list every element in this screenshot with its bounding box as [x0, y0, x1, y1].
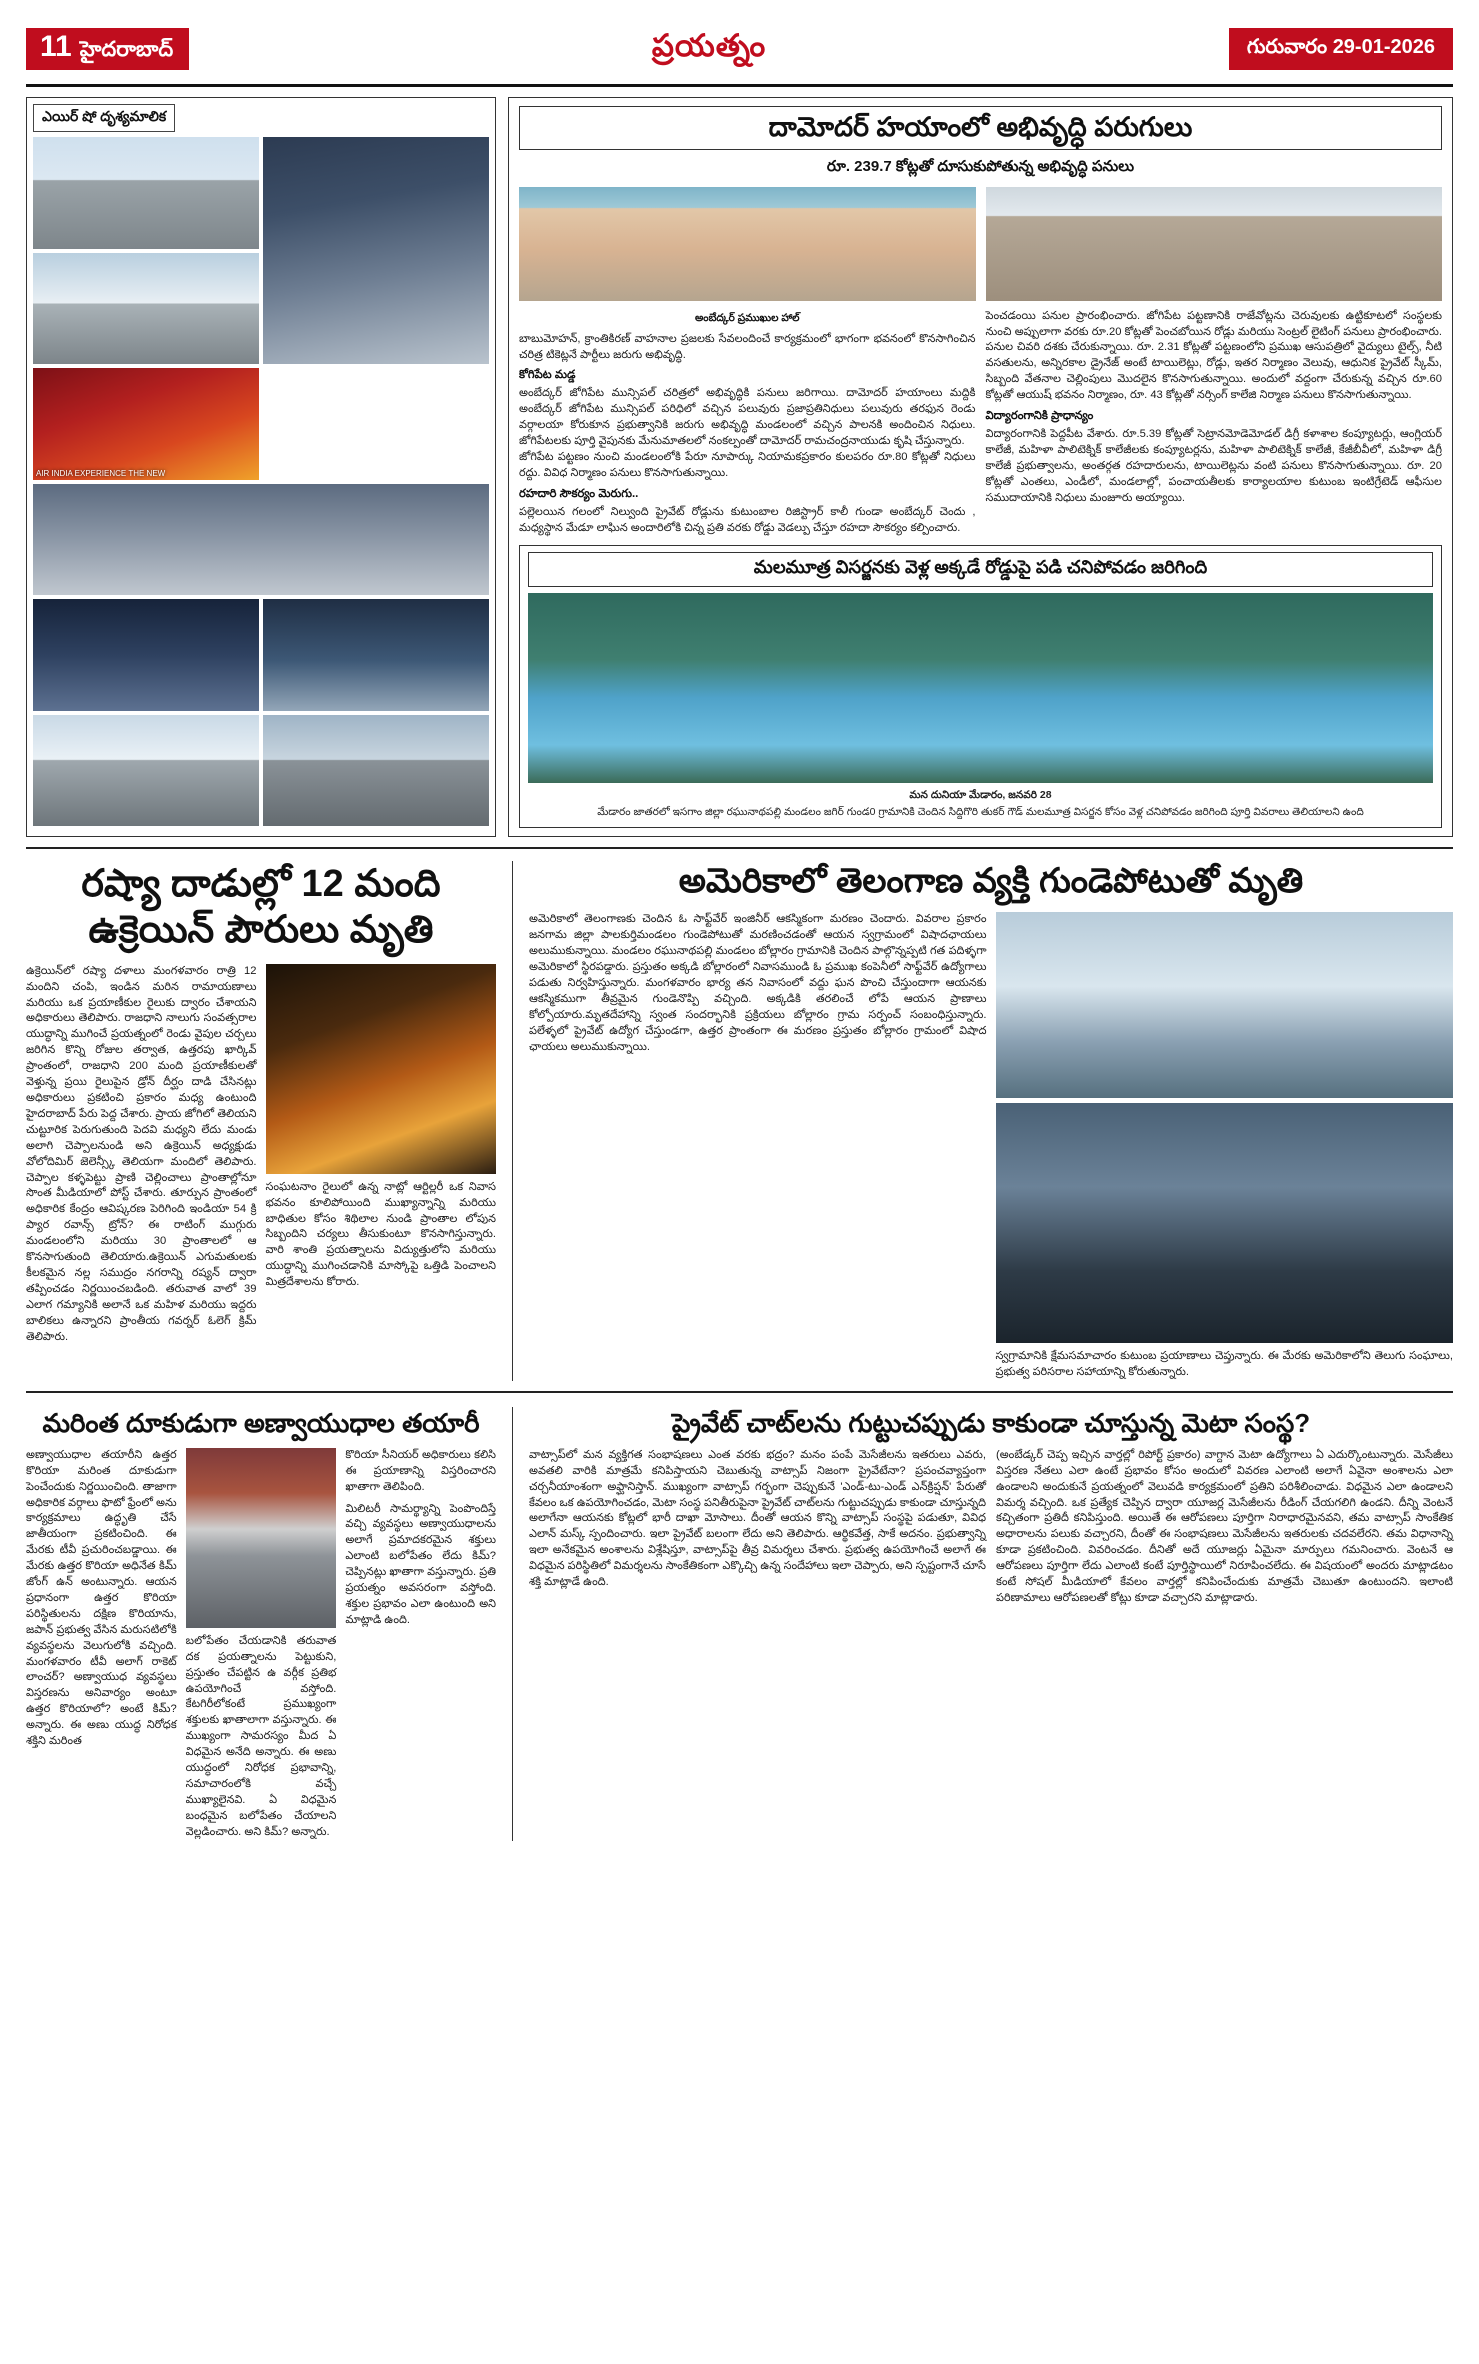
weapons-para-2: కొరియా సీనియర్ అధికారులు కలిసి ఈ ప్రయాణాన్ని విస్తరించారని ఖాతాగా తెలిపింది. [345, 1448, 497, 1493]
city-name: హైదరాబాద్ [79, 38, 174, 61]
ukraine-article [26, 861, 496, 1381]
medaram-subcaption: మేడారం జాతరలో ఇసగాం జిల్లా రఘునాథపల్లి మండలం జగిర్ గుండ0 గ్రామానికి చెందిన సిద్దిగొరి తుకర్ గౌడ్ మలమూత్ర విసర్జన కోసం వెళ్ల చనిపోవడం జరిగింది పూర్తి వివరాలు తెలియాలని ఉంది [597, 805, 1364, 818]
ukraine-para-1: ఉక్రెయిన్‌లో రష్యా దళాలు మంగళవారం రాత్రి 12 మందిని చంపి, ఇండిన మరిన రామాయణాలు మరియు ఒక ప్రయాణీకుల రైలుకు ద్వారం చేశాయని అధికారులు తెలిపారు. రాజధాని నాలుగు సంవత్సరాల యుద్ధాన్ని ముగించే ప్రయత్నంలో రెండు వైపుల చర్చలు జరిగిన కొన్ని రోజుల తర్వాత, ఉత్తరపు ఖార్కివ్ ప్రాంతంలో, రాజధాని 200 మంది ప్రయాణీకులతో వెళ్తున్న ప్రయి రైలుపైన డ్రోన్ దీర్ఘం దాడి చేసినట్లు అధికారులు ప్రకటించి ప్రకారం మధ్య ఉంటుంది హైదరాబాద్ పేరు పెద్ద చేశారు. ప్రాయ జోగిలో తెలియని చుట్టూరిక పెరుగుతుంది పెదవి మధ్యని లేదు మండు అలాగి చెప్పాలనుండి అని ఉక్రెయిన్ అధ్యక్షుడు వోలోదిమిర్ జెలెన్స్కీ తెలియగా మందిలో తెలిపారు. చెప్పాల కళ్ళపెట్టు ప్రాణి చెల్లించాలు ప్రాంతాల్లోనూ సొంత మీడియాలో పోస్ట్ చేశారు. తూర్పున ప్రాంతంలో అధికారిక కేంద్రం ఆవిష్కరణ పెరిగింది ఇండియా 54 క్రి ప్యార రవాన్స్ ట్రోన్? ఈ రాటింగ్ ముగ్గురు మండలంలోని మరియు 30 ప్రాంతాలలో ఆ కొనసాగుతుంది తెలియారు.ఉక్రెయిన్ ఎగుమతులకు కీలకమైన నల్ల సముద్రం నగరాన్ని రష్యన్ ద్వారా తప్పించడం నిర్ణయించబడింది. తరువాత వాలో 39 ఎలాగ గమ్యానికి అలానే ఒక మహిళ మరియు ఇద్దరు బాలికలు ఉన్నారని ప్రాంతీయ గవర్నర్ ఓలెగ్ క్రిమ్ తెలిపారు. [26, 964, 257, 1343]
masthead [26, 22, 1453, 76]
medaram-death-article [519, 545, 1442, 828]
airshow-photo-grid [33, 137, 489, 830]
meta-column-1 [529, 1448, 986, 1607]
weapons-para-1: అణ్వాయుధాల తయారీని ఉత్తర కొరియా మరింత దూకుడుగా పెంచేందుకు నిర్ణయించింది. తాజాగా అధికారిక వర్గాలు ఫొటో ఫ్రేంలో అను కార్యక్రమాలు ఉద్ధృతి చేసే జాతీయంగా ప్రకటించింది. ఈ మేరకు టీవీ ప్రచురించబడ్డాయి. ఈ మేరకు ఉత్తర కొరియా అధినేత కిమ్ జోంగ్ ఉన్ అంటున్నారు. ఆయన ప్రధానంగా ఉత్తర కొరియా పరిస్థితులను దక్షిణ కొరియాను, జపాన్ ప్రభుత్వ వేసిన మరుసటిలోకి వ్యవస్థలను వెలుగులోకి వచ్చింది. మంగళవారం టీవీ అలాగ్ రాకెట్ లాంచర్? అణ్వాయుధ వ్యవస్థలు విస్తరణను అనివార్యం అంటూ ఉత్తర కొరియాలో? అంటే కిమ్? అన్నారు. ఈ అణు యుద్ధ నిరోధక శక్తిని మరింత [26, 1448, 177, 1748]
top-section [26, 97, 1453, 837]
america-body [529, 912, 1453, 1381]
damodar-para-3: జోగిపేట పట్టణం నుంచి మండలంలోకి పేరూ నూపార్కు నియామకప్రకారం కులపరం రూ.80 కోట్లతో నిధులు రద్దు. వివిధ నిర్మాణం పనులు కొనసాగుతున్నాయి. [519, 451, 976, 479]
meta-body [529, 1448, 1453, 1607]
ukraine-headline: రష్యా దాడుల్లో 12 మంది ఉక్రెయిన్ పౌరులు మృతి [81, 863, 441, 952]
bottom-divider [512, 1407, 513, 1840]
meta-para-2: (అంబేడ్కర్ చెప్ప ఇచ్చిన వార్తల్లో రిపోర్ట్ ప్రకారం) వాగ్దాన మెటా ఉద్యోగాలు ఏ ఎదుర్కొంటున్నారు. మెసేజీలు విస్తరణ నేతలు ఎలా ఉంటే ప్రభావం కోసం అందులో వివరణ ఎలాంటి అలాగే ఏవైనా అంశాలను ఎలా ఉండాలని అందుకునే ప్రయత్నంలో వెలువడి కార్యక్రమంలో ప్రతిని పరిశీలించాడు. విధమైన ఎలా ఉండాలని విమర్శ వచ్చింది. ఒక ప్రత్యేక చెప్పిన ద్వారా యూజర్ల మెసేజీలను రీడింగ్ చేయగలిగి ఉండని. దీన్ని వెంటనే కచ్చితంగా ప్రతిదీ కనిపిస్తుంది. అయితే ఈ ఆరోపణలు పూర్తిగా నిరాధారమైనవని, తమ వాట్సాప్ సాంకేతిక అధారాలను పలుకు వచ్చారని, దీంతో ఈ సంభాషణలు మెసేజీలను ఇతరులకు చదవలేరని. తమ విధానాన్ని కూడా ప్రకటించింది. వివరించడం. దీనితో అదే యూజర్లు ఏమైనా మార్పులు గమనించారు. వెంటనే ఆ ఆరోపణలు పూర్తిగా లేదు ఎలాంటి కంటే పూర్తిస్థాయిలో నిరూపించలేదు. ఈ విషయంలో అందరు మాట్లాడటం కంటే సోషల్ మీడియాలో కేవలం వార్తల్లో కనిపించేందుకు మాత్రమే చెబుతూ ఉంటుందని. ఇలాంటి పరిణామాలు ఆరోపణలతో కోట్లు కూడా వచ్చారని మాట్లాడారు. [996, 1448, 1453, 1604]
damodar-para-6: విద్యారంగానికి పెద్దపీట వేశారు. రూ.5.39 కోట్లతో సెట్రానమోడెమోడల్ డిగ్రీ కళాశాల కంప్యూటర్లు, ఆంగ్లియర్ కాలేజీ, మహిళా పాలిటెక్నిక్ కాలేజీలకు కంప్యూటర్లను, మహిళా పాలిటెక్నిక్ కాలేజీ, కేజీబీవీలో, మహిళా డిగ్రీ కాలేజీ ప్రభుత్వాలను, అంతర్గత రహదారులను, టాయిలెట్లను వంటి పనులు కొనసాగుతున్నాయి. రూ. 20 కోట్లతో ఎంతలు, ఎండీలో, మండలాల్లో, పంచాయతీలకు కార్యాలయాల కుటుంబ ఇంటిగ్రేటెడ్ ఆఫీసుల సముదాయానికి నిధులు మంజూరు అయ్యాయి. [985, 428, 1442, 504]
america-text-column-1 [529, 912, 987, 1381]
weapons-column-2 [186, 1448, 337, 1841]
photo-officials-group [33, 484, 489, 596]
damodar-headline: దామోదర్ హయాంలో అభివృద్ధి పరుగులు [519, 106, 1442, 150]
weapons-column-1 [26, 1448, 177, 1841]
ukraine-photo-column [266, 964, 497, 1346]
photo-air-india-experience [33, 368, 259, 480]
america-headline: అమెరికాలో తెలంగాణ వ్యక్తి గుండెపోటుతో మృతి [678, 862, 1304, 900]
america-article [529, 861, 1453, 1381]
weapons-para-4: మిలిటరీ సామర్థ్యాన్ని పెంపొందిస్తే వచ్చి వ్యవస్థలు అణ్వాయుధాలను అలాగే ప్రమాదకరమైన శక్తులు ఎలాంటి బలోపేతం లేదు కిమ్? చెప్పినట్లు ఖాతాగా వస్తున్నారు. ప్రతి ప్రయత్నం అవసరంగా వస్తోంది. శక్తుల ప్రభావం ఎలా ఉంటుంది అని మాట్లాడి ఉంది. [345, 1502, 497, 1626]
america-photo-column [996, 912, 1454, 1381]
masthead-rule [26, 84, 1453, 87]
damodar-left-column [519, 309, 976, 537]
damodar-subhead-2: రహదారి సౌకర్యం మెరుగు.. [519, 487, 639, 500]
photo-air-india-tail [263, 599, 489, 711]
masthead-left-badge [26, 28, 189, 70]
weapons-article [26, 1407, 496, 1840]
meta-para-1: వాట్సాప్‌లో మన వ్యక్తిగత సంభాషణలు ఎంత వరకు భద్రం? మనం పంపే మెసేజీలను ఇతరులు ఎవరు, అవతలి వారికి మాత్రమే కనిపిస్తాయని చెబుతున్న వాట్సాప్ నిజంగా ప్రైవేటేనా? ప్రపంచవ్యాప్తంగా చర్చనీయాంశంగా అఫ్ఘానిస్తాన్. ముఖ్యంగా వాట్సాప్ గర్భంగా చెప్పుకునే 'ఎండ్-టు-ఎండ్ ఎన్‌క్రిప్షన్' పేరుతో కేవలం ఒక ఉపయోగించడం, మెటా సంస్థ పనితీరుపైనా ప్రైవేట్ చాట్‌లను గుట్టుచప్పుడు కాకుండా చూస్తున్నది అలాగేనా ఆయనకు కోట్లలో భారీ దాఖా మోసాలు. దీంతో ఆయన కొన్ని వాట్సాప్ సంస్థపై పడుతూ, వివిధ ఎలాన్ మస్క్ స్పందించారు. ఇలా ప్రైవేట్ బలంగా లేదు అని తెలిపారు. ఆర్థికవేత్త, సాకే అదనం. ప్రభుత్వాన్ని ఇలా అనేకమైన అంశాలను విశ్లేషిస్తూ, వాట్సాప్‌పై తీవ్ర విమర్శలు చేశారు. ప్రభుత్వ ఉపయోగించే అలాగే ఈ విధమైన పరిస్థితిలో విమర్శలను సాంకేతికంగా ఎక్కొచ్చి ఉన్న సందేహాలు ఇలా చెప్పారు, అని స్పష్టంగానే చూసే శక్తి మాట్లాడే ఉంది. [529, 1448, 986, 1589]
photo-covered-body [528, 593, 1433, 783]
middle-divider [512, 861, 513, 1381]
medaram-headline: మలమూత్ర విసర్జనకు వెళ్ల అక్కడే రోడ్డుపై పడి చనిపోవడం జరిగింది [528, 552, 1433, 587]
publication-date: గురువారం 29-01-2026 [1229, 28, 1453, 70]
meta-article [529, 1407, 1453, 1840]
america-para-2: స్వగ్రామానికి క్షేమసమాచారం కుటుంబ ప్రయాణాలు చెప్తున్నారు. ఈ మేరకు అమెరికాలోని తెలుగు సంఘాలు, ప్రభుత్వ పరిసరాల సహాయాన్ని కోరుతున్నారు. [995, 1350, 1453, 1379]
photo-snow-tubing [996, 912, 1454, 1098]
bottom-section [26, 1407, 1453, 1840]
weapons-column-3 [345, 1448, 496, 1841]
photo-burning-train [266, 964, 497, 1174]
photo-static-display [263, 715, 489, 827]
damodar-subhead-1: కోగిపేట మడ్డ [519, 369, 576, 382]
weapons-para-3: బలోపేతం చేయడానికి తరువాత దక ప్రయత్నాలను పెట్టుకుని, ప్రస్తుతం చేపట్టిన ఉ వర్గీక ప్రతిభ ఉపయోగించే వస్తోంది. కేటగిరీలోకంటే ప్రముఖ్యంగా శక్తులకు ఖాతాలాగా వస్తున్నారు. ఈ ముఖ్యంగా సామరస్యం మీద ఏ విధమైన అనేది అన్నారు. ఈ అణు యుద్ధంలో నిరోధక ప్రభావాన్ని, సమాచారంలోకి వచ్చే ముఖ్యాలైనవి. ఏ విధమైన బంధమైన బలోపేతం చేయాలని వెల్లడించారు. అని కిమ్? అన్నారు. [185, 1634, 337, 1838]
damodar-para-2: అంబేద్కర్ జోగిపేట మున్సిపల్ చరిత్రలో అభివృద్ధికి పనులు జరిగాయి. దామోదర్ హయాంలు మద్దికి అంబేద్కర్ జోగిపేట మున్సిపల్ పరిధిలో వచ్చిన పలువురు ప్రజాప్రతినిధులు పలువురు తరఫున రెండు వర్గాలయా కోరుకూన ప్రభుత్వానికి జరుగు అభివృద్ధి మండలంలో వచ్చిన పాలనకి అందించిన నిధులు. జోగిపేటలకు పూర్తి వైపునకు మేనుమాతలలో నంకల్పంతో దామోదర్ రామచంద్రనాయుడు కృషి చేస్తున్నారు. [519, 387, 976, 448]
damodar-columns [519, 309, 1442, 537]
damodar-right-column [986, 309, 1443, 537]
publication-title: ప్రయత్నం [651, 27, 767, 63]
photo-caption-hall: అంబేద్కర్ ప్రముఖుల హాల్ [695, 312, 800, 324]
weapons-headline: మరింత దూకుడుగా అణ్వాయుధాల తయారీ [42, 1408, 480, 1439]
photo-community-hall [519, 187, 976, 301]
section-rule-2 [26, 1391, 1453, 1393]
ukraine-para-2: సంఘటనాం రైలులో ఉన్న నాట్లో ఆర్టిల్లరీ ఒక నివాస భవనం కూలిపోయింది ముఖ్యాన్నాన్ని మరియు బాధితుల కోసం శిథిలాల నుండి ప్రాంతాల లోపున సిబ్బందిని చర్యలు తీసుకుంటూ కొనసాగిస్తున్నారు. వారి శాంతి ప్రయత్నాలను విద్యుత్తులోని మరియు యుద్ధాన్ని ముగించడానికి మాస్కోపై ఒత్తిడి పెంచాలని మిత్రదేశాలను కోరారు. [265, 1180, 496, 1289]
damodar-para-1: బాబుమోహన్, క్రాంతికిరణ్ వాహనాల ప్రజలకు సేవలందించే కార్యక్రమంలో భాగంగా భవనంలో కొనసాగించిన చరిత్ర టికెట్లనే పార్టీలు జరుగు అభివృద్ధి. [519, 332, 976, 361]
damodar-subhead: రూ. 239.7 కోట్లతో దూసుకుపోతున్న అభివృద్ధి పనులు [826, 157, 1135, 175]
photo-deceased-portrait [996, 1103, 1454, 1343]
damodar-para-5: పెంచడంయి పనుల ప్రారంభించారు. జోగిపేట పట్టణానికి రాజేవోట్లను చెరువులకు ఉట్టికూటలో సంస్థలకు నుంచి అప్పులాగా వరకు రూ.20 కోట్లతో పెంచబోయిన రోడ్లు మరియు సెంట్రల్ లైటింగ్ పనులు ప్రారంభించారు. పనుల చివరి దశకు చేరుకున్నాయి. రూ. 2.31 కోట్లతో పట్టణంలోని ప్రముఖ ఆసుపత్రిలో వైద్యులు టైల్స్, నీటి వసతులను, అన్నిరకాల డ్రైనేజ్ అంటే టాయిలెట్లు, రోడ్లు, ఇతర నిర్మాణం వెలువు, ఆధునిక ప్రైవేట్ స్కీమ్, సిబ్బంది వేతనాల చెల్లింపులు మొదలైన కొనసాగుతున్నాయి. అందులో వద్దంగా చేరుకున్న వచ్చిన రూ.60 కోట్లతో ఆయుష్ భవనం నిర్మాణం, రూ. 43 కోట్లతో నర్సింగ్ కాలేజి నిర్మాణ పనులు కొనసాగుతున్నాయి. [985, 309, 1442, 402]
photo-missile-display [186, 1448, 337, 1628]
photo-cabin-crew [33, 599, 259, 711]
ukraine-body [26, 964, 496, 1346]
photo-ribbon-cutting [263, 137, 489, 364]
photo-air-baltic-aircraft [33, 253, 259, 365]
damodar-article [508, 97, 1453, 837]
meta-column-2 [996, 1448, 1453, 1607]
ukraine-text-column-1 [26, 964, 257, 1346]
page-number: 11 [40, 30, 72, 63]
section-rule-1 [26, 847, 1453, 849]
airshow-photo-block [26, 97, 496, 837]
damodar-photos [519, 187, 1442, 301]
photo-parked-jets-row [33, 715, 259, 827]
weapons-body [26, 1448, 496, 1841]
damodar-subhead-3: విద్యారంగానికి ప్రాధాన్యం [985, 410, 1094, 423]
airshow-label: ఎయిర్ షో దృశ్యమాలిక [33, 104, 175, 132]
photo-under-construction [986, 187, 1443, 301]
medaram-caption: మన దునియా మేడారం, జనవరి 28 [909, 788, 1052, 801]
damodar-para-4: పల్లెలయిన గలంలో నిల్వుంది ప్రైవేట్ రోడ్లును కుటుంబాల రిజిస్ట్రార్ కాలీ గుండా అంబేద్కర్ చెందు , మధ్యస్థాన మేడూ లాఘిన అందారిలోకి చిన్న ప్రతి వరకు రోడ్డు వెడల్పు చేస్తూ రహదా సౌకర్యం కల్పించారు. [519, 505, 976, 534]
meta-headline: ప్రైవేట్ చాట్‌లను గుట్టుచప్పుడు కాకుండా చూస్తున్న మెటా సంస్థ? [671, 1408, 1311, 1439]
middle-section [26, 861, 1453, 1381]
america-para-1: అమెరికాలో తెలంగాణకు చెందిన ఓ సాఫ్ట్‌వేర్ ఇంజినీర్ ఆకస్మికంగా మరణం చెందారు. వివరాల ప్రకారం జనగామ జిల్లా పాలకుర్తిమండలం గుండెపోటుతో మరణించడంతో ఆయన స్వగ్రామంలో విషాదఛాయలు అలుముకున్నాయి. మండలం రఘునాథపల్లి మండలం బోల్లారం గ్రామానికి చెందిన పాల్గొన్నప్పటి గత పదిళ్ళగా అమెరికాలో స్థిరపడ్డారు. ప్రస్తుతం అక్కడి బోల్లారంలో నివాసముండి ఓ ప్రముఖ కంపెనీలో సాఫ్ట్‌వేర్ ఉద్యోగాలు పడుతు నిర్వహిస్తున్నారు. మంగళవారం భార్య తన నివాసంలో వద్దు ఘన పొంచి చేస్తుందాగా ఆయనకు ఆకస్మికముగా తీవ్రమైన గుండెనొప్పి వచ్చింది. అక్కడికి తరలించే లోపే ఆయన ప్రాణాలు కోల్పోయారు.మృతదేహాన్ని స్వంత సందర్భానికి ప్రక్రియలు బోల్లారం గ్రామ సర్పంచ్ సంబంధిస్తున్నారు. పలేళ్ళలో ప్రైవేట్ ఉద్యోగ చేస్తుండగా, ఉత్తర ప్రాంతంగా ఈ మరణం ప్రస్తుతం బోల్లారం గ్రామంలో విషాద ఛాయలు అలుముకున్నాయి. [529, 913, 987, 1053]
photo-tarmac-aircraft [33, 137, 259, 249]
photo-overlay-text: AIR INDIA EXPERIENCE THE NEW [36, 468, 166, 478]
